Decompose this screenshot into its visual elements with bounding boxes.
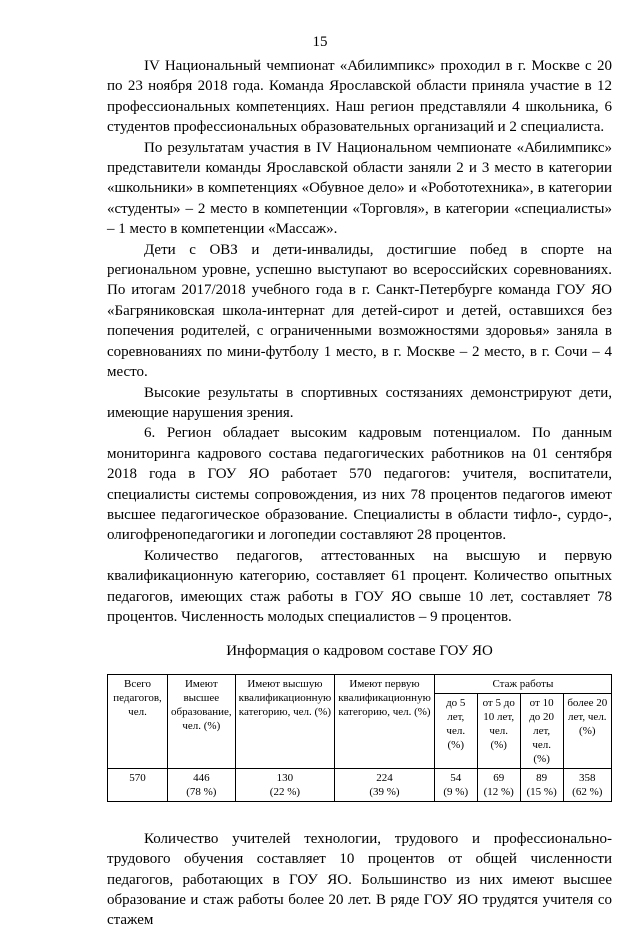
cell-count: 69 <box>493 771 505 784</box>
page-number: 15 <box>312 34 328 50</box>
staff-table <box>107 674 612 802</box>
header-exp-lt5: до 5 лет, чел. (%) <box>434 693 477 768</box>
cell-count: 89 <box>536 771 548 784</box>
cell-percent: (9 %) <box>443 785 469 798</box>
cell-higher-education <box>168 768 236 801</box>
cell-count: 130 <box>276 771 294 784</box>
cell-count: 54 <box>450 771 462 784</box>
cell-percent: (78 %) <box>186 785 217 798</box>
cell-highest-category <box>235 768 335 801</box>
page-content <box>107 56 612 931</box>
cell-count: 224 <box>376 771 393 784</box>
paragraph-technology-teachers: Количество учителей технологии, трудового и профессионально-трудового обучения составляет 10 процентов от общей численности педагогов, работающих в ГОУ ЯО. Большинство из них имеют высшее образование и стаж работы более 20 лет. В ряде ГОУ ЯО трудятся учителя со стажем <box>107 830 612 929</box>
cell-percent: (22 %) <box>269 785 301 798</box>
cell-exp-lt5 <box>434 768 477 801</box>
cell-percent: (15 %) <box>526 785 557 798</box>
header-exp-5-10: от 5 до 10 лет, чел. (%) <box>477 693 520 768</box>
header-experience: Стаж работы <box>434 674 611 693</box>
header-highest-category: Имеют высшую квалификационную категорию, чел. (%) <box>235 674 335 768</box>
table-title: Информация о кадровом составе ГОУ ЯО <box>226 643 493 660</box>
cell-count: 358 <box>579 771 596 784</box>
cell-percent: (39 %) <box>369 785 400 798</box>
header-first-category: Имеют первую квалификационную категорию, чел. (%) <box>335 674 435 768</box>
cell-percent: (62 %) <box>572 785 603 798</box>
header-exp-gt20: более 20 лет, чел. (%) <box>563 693 611 768</box>
cell-total: 570 <box>108 768 168 801</box>
paragraph-vision: Высокие результаты в спортивных состязаниях демонстрируют дети, имеющие нарушения зрения. <box>107 384 612 421</box>
cell-count: 446 <box>193 771 210 784</box>
paragraph-qualification: Количество педагогов, аттестованных на высшую и первую квалификационную категорию, составляет 61 процент. Количество опытных педагогов, имеющих стаж работы в ГОУ ЯО свыше 10 лет, составляет 78 процентов. Численность молодых специалистов – 9 процентов. <box>107 547 612 625</box>
paragraph-results: По результатам участия в IV Национальном чемпионате «Абилимпикс» представители команды Ярославской области заняли 2 и 3 место в категории «школьники» в компетенциях «Обувное дело» и «Робототехника», в категории «студенты» – 2 место в компетенции «Торговля», в категории «специалисты» – 1 место в компетенции «Массаж». <box>107 139 612 238</box>
paragraph-abilympics: IV Национальный чемпионат «Абилимпикс» проходил в г. Москве с 20 по 23 ноября 2018 года. Команда Ярославской области приняла участие в 12 профессиональных компетенциях. Наш регион представляли 4 школьника, 6 студентов профессиональных образовательных организаций и 2 специалиста. <box>107 58 612 136</box>
paragraph-staff: 6. Регион обладает высоким кадровым потенциалом. По данным мониторинга кадрового состава педагогических работников на 01 сентября 2018 года в ГОУ ЯО работает 570 педагогов: учителя, воспитатели, специалисты системы сопровождения, из них 78 процентов педагогов имеют высшее педагогическое образование. Специалисты в области тифло-, сурдо-, олигофренопедагогики и логопедии составляют 28 процентов. <box>107 425 612 544</box>
cell-first-category <box>335 768 435 801</box>
paragraph-sports: Дети с ОВЗ и дети-инвалиды, достигшие побед в спорте на региональном уровне, успешно выступают во всероссийских соревнованиях. По итогам 2017/2018 учебного года в г. Санкт-Петербурге команда ГОУ ЯО «Багряниковская школа-интернат для детей-сирот и детей, оставшихся без попечения родителей, с ограниченными возможностями здоровья» заняла в соревнованиях по мини-футболу 1 место, в г. Москве – 2 место, в г. Сочи – 4 место. <box>107 241 612 381</box>
cell-exp-10-20 <box>520 768 563 801</box>
table-header-row <box>108 674 612 693</box>
table-row <box>108 768 612 801</box>
header-higher-education: Имеют высшее образование, чел. (%) <box>168 674 236 768</box>
cell-exp-gt20 <box>563 768 611 801</box>
cell-exp-5-10 <box>477 768 520 801</box>
cell-percent: (12 %) <box>483 785 514 798</box>
header-total: Всего педагогов, чел. <box>108 674 168 768</box>
header-exp-10-20: от 10 до 20 лет, чел. (%) <box>520 693 563 768</box>
